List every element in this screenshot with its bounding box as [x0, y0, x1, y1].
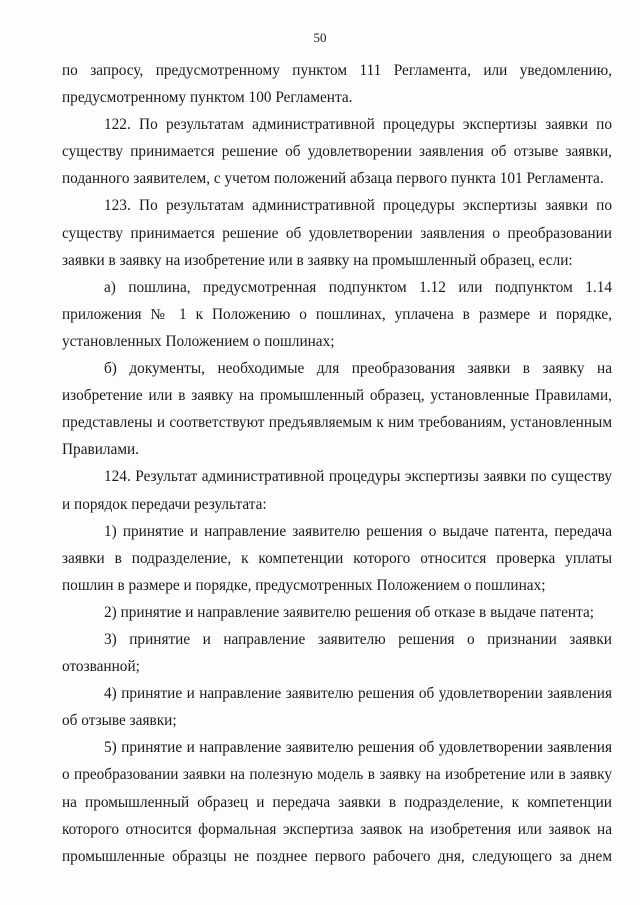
paragraph-124-item-4: 4) принятие и направление заявителю решения об удовлетворении заявления об отзыве заявки; — [62, 685, 612, 730]
document-body — [62, 57, 612, 870]
paragraph-124-item-2: 2) принятие и направление заявителю решения об отказе в выдаче патента; — [104, 603, 595, 621]
paragraph-123: 123. По результатам административной процедуры экспертизы заявки по существу принимается решение об удовлетворении заявления о преобразовании заявки в заявку на изобретение или в заявку на промышленный образец, если: — [62, 197, 612, 269]
page-number: 50 — [313, 30, 327, 45]
paragraph-124: 124. Результат административной процедуры экспертизы заявки по существу и порядок передачи результата: — [62, 468, 612, 513]
paragraph-122: 122. По результатам административной процедуры экспертизы заявки по существу принимается решение об удовлетворении заявления об отзыве заявки, поданного заявителем, с учетом положений абзаца первого пункта 101 Регламента. — [62, 116, 612, 188]
paragraph-124-item-1: 1) принятие и направление заявителю решения о выдаче патента, передача заявки в подразделение, к компетенции которого относится проверка уплаты пошлин в размере и порядке, предусмотренных Положением о пошлинах; — [62, 522, 612, 594]
paragraph-124-item-5: 5) принятие и направление заявителю решения об удовлетворении заявления о преобразовании заявки на полезную модель в заявку на изобретение или в заявку на промышленный образец и передача заявки в подразделение, к компетенции которого относится формальная экспертиза заявок на изобретения или заявок на промышленные образцы не позднее первого рабочего дня, следующего за днем — [62, 739, 612, 865]
paragraph-124-item-3: 3) принятие и направление заявителю решения о признании заявки отозванной; — [62, 630, 612, 676]
paragraph-123-b: б) документы, необходимые для преобразования заявки в заявку на изобретение или в заявку на промышленный образец, установленные Правилами, представлены и соответствуют предъявляемым к ним требованиям, установленным Правилами. — [62, 360, 612, 459]
paragraph-123-a: а) пошлина, предусмотренная подпунктом 1.12 или подпунктом 1.14 приложения № 1 к Положению о пошлинах, уплачена в размере и порядке, установленных Положением о пошлинах; — [62, 278, 612, 350]
paragraph-continuation: по запросу, предусмотренному пунктом 111 Регламента, или уведомлению, предусмотренному пунктом 100 Регламента. — [62, 62, 612, 107]
